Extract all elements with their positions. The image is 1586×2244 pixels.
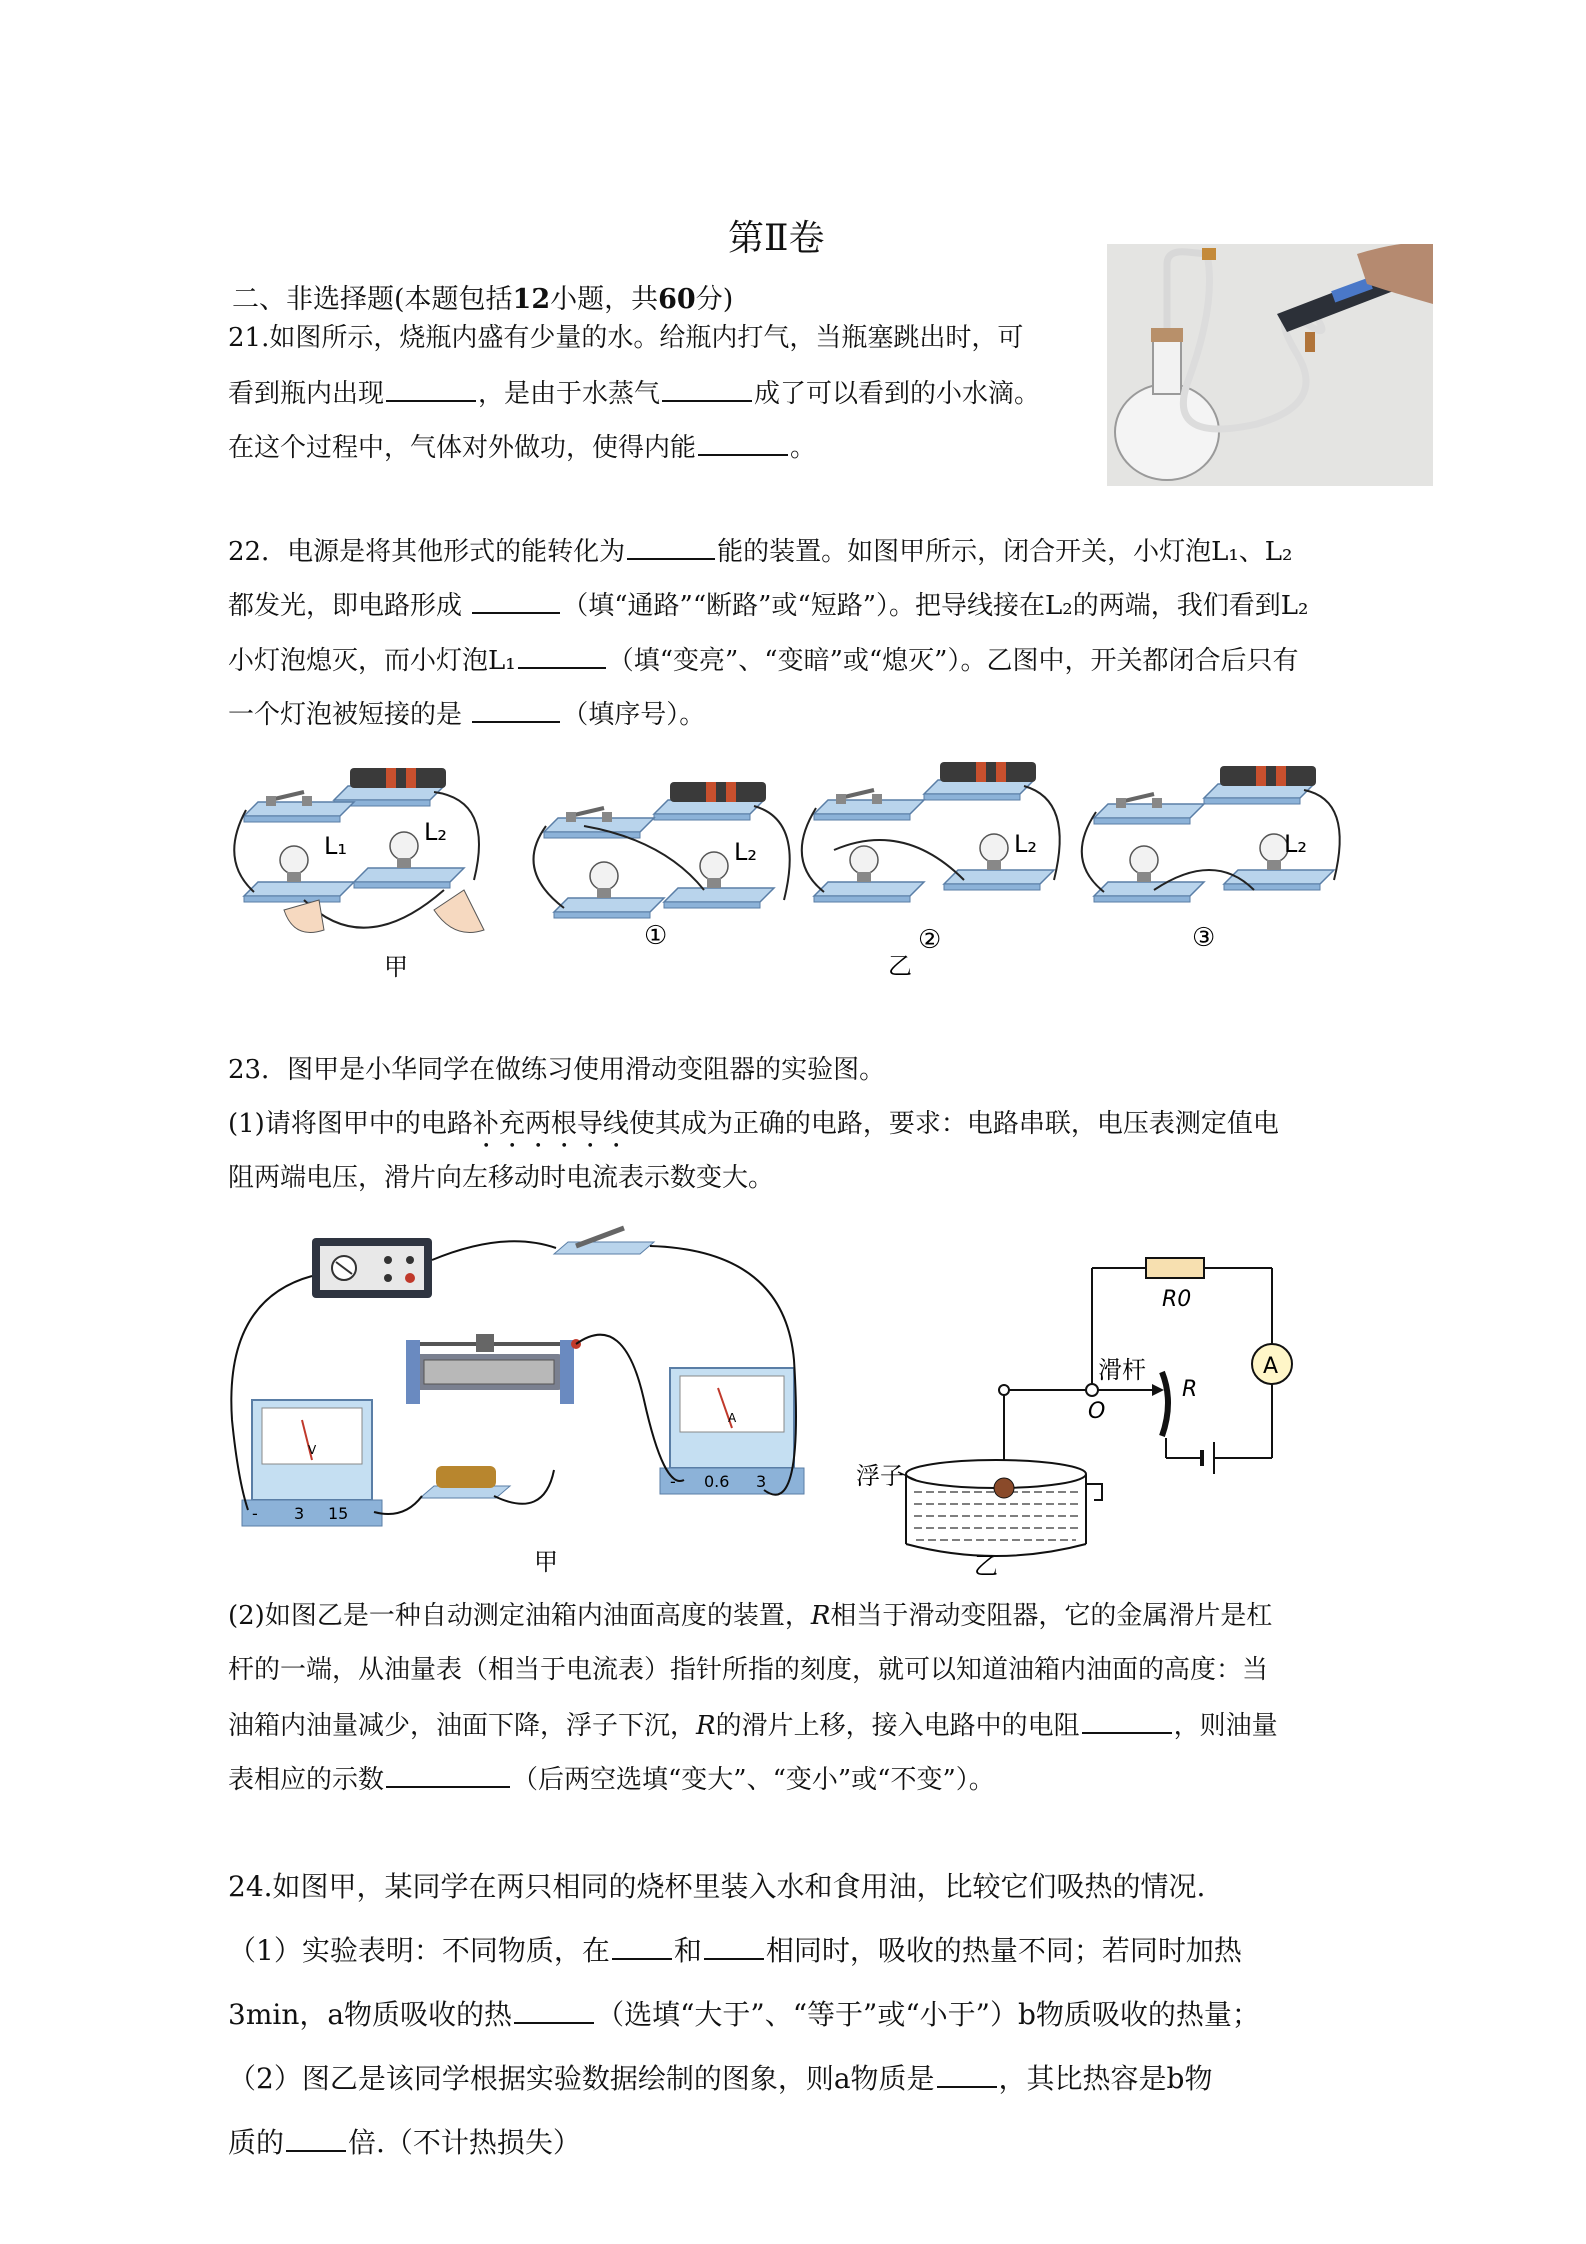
section-heading: 二、非选择题(本题包括12小题，共60分) — [232, 284, 734, 315]
label-L2-3: L₂ — [1284, 830, 1307, 858]
q24-blank-2[interactable] — [704, 1932, 764, 1960]
q24-blank-5[interactable] — [286, 2124, 346, 2152]
q23-p2-line2: 杆的一端，从油量表（相当于电流表）指针所指的刻度，就可以知道油箱内油面的高度：当 — [228, 1655, 1269, 1685]
ammeter-3: 3 — [756, 1472, 767, 1491]
label-jia: 甲 — [384, 953, 408, 980]
label-L2-2: L₂ — [1014, 830, 1037, 858]
q21-line1: 21.如图所示，烧瓶内盛有少量的水。给瓶内打气，当瓶塞跳出时，可 — [228, 323, 1024, 353]
q24-line2: （1）实验表明：不同物质，在 和 相同时，吸收的热量不同；若同时加热 — [228, 1934, 1242, 1967]
R0-label: R0 — [1162, 1287, 1192, 1312]
q23-blank-2[interactable] — [386, 1760, 510, 1788]
q23-p2-line1: (2)如图乙是一种自动测定油箱内油面高度的装置，R相当于滑动变阻器，它的金属滑片是杠 — [228, 1601, 1273, 1631]
q22-line3: 小灯泡熄灭，而小灯泡L₁ （填“变亮”、“变暗”或“熄灭”）。乙图中，开关都闭合后只有 — [228, 641, 1298, 679]
ammeter-minus: - — [670, 1472, 676, 1491]
label-n2: ② — [918, 925, 942, 955]
pivot-O-label: O — [1088, 1399, 1106, 1424]
float-label: 浮子 — [856, 1462, 904, 1490]
voltmeter-symbol: V — [308, 1443, 317, 1457]
q24-line3: 3min，a物质吸收的热 （选填“大于”、“等于”或“小于”）b物质吸收的热量； — [228, 1998, 1260, 2031]
q23-p1-line2: 阻两端电压，滑片向左移动时电流表示数变大。 — [228, 1163, 775, 1193]
q24-blank-3[interactable] — [514, 1996, 594, 2024]
q24-line5: 质的 倍.（不计热损失） — [228, 2126, 581, 2159]
q23-line1: 23．图甲是小华同学在做练习使用滑动变阻器的实验图。 — [228, 1055, 886, 1085]
q23-label-jia: 甲 — [534, 1548, 558, 1576]
q21-blank-2[interactable] — [662, 374, 752, 402]
slider-label: 滑杆 — [1098, 1356, 1146, 1384]
q21-blank-1[interactable] — [386, 374, 476, 402]
q23-p2-line4: 表相应的示数 （后两空选填“变大”、“变小”或“不变”）。 — [228, 1760, 995, 1798]
ammeter-label: A — [1263, 1354, 1279, 1379]
ammeter-symbol: A — [728, 1411, 737, 1425]
label-L2-jia: L₂ — [424, 818, 447, 846]
q24-blank-1[interactable] — [612, 1932, 672, 1960]
q23-blank-1[interactable] — [1082, 1706, 1172, 1734]
q22-blank-3[interactable] — [518, 641, 606, 669]
q22-blank-2[interactable] — [472, 586, 560, 614]
voltmeter-3: 3 — [294, 1504, 305, 1523]
label-n1: ① — [644, 921, 668, 951]
q21-line3: 在这个过程中，气体对外做功，使得内能 。 — [228, 428, 816, 466]
q24-line1: 24.如图甲，某同学在两只相同的烧杯里装入水和食用油，比较它们吸热的情况. — [228, 1870, 1206, 1903]
q22-blank-4[interactable] — [472, 695, 560, 723]
voltmeter-minus: - — [252, 1504, 258, 1523]
q22-line4: 一个灯泡被短接的是 （填序号）。 — [228, 695, 705, 733]
q23-figure-yi — [856, 1252, 1326, 1582]
label-L2-1: L₂ — [734, 838, 757, 866]
q21-line2: 看到瓶内出现 ，是由于水蒸气 成了可以看到的小水滴。 — [228, 374, 1040, 412]
flask-pump-photo — [1107, 244, 1433, 486]
q22-line2: 都发光，即电路形成 （填“通路”“断路”或“短路”）。把导线接在L₂的两端，我们看到L₂ — [228, 586, 1308, 624]
label-n3: ③ — [1192, 923, 1216, 953]
R-label: R — [1182, 1377, 1198, 1402]
page-title: 第Ⅱ卷 — [728, 218, 825, 259]
label-L1: L₁ — [324, 832, 347, 860]
q24-line4: （2）图乙是该同学根据实验数据绘制的图象，则a物质是 ，其比热容是b物 — [228, 2062, 1213, 2095]
q23-p1-line1: (1)请将图甲中的电路补充两根导线使其成为正确的电路，要求：电路串联，电压表测定值电 — [228, 1109, 1279, 1139]
q23-label-yi: 乙 — [974, 1552, 998, 1580]
ammeter-06: 0.6 — [704, 1472, 730, 1491]
q23-p2-line3: 油箱内油量减少，油面下降，浮子下沉，R的滑片上移，接入电路中的电阻 ，则油量 — [228, 1706, 1278, 1744]
label-yi: 乙 — [888, 952, 912, 980]
q24-blank-4[interactable] — [937, 2060, 997, 2088]
voltmeter-15: 15 — [328, 1504, 349, 1523]
q22-blank-1[interactable] — [627, 532, 715, 560]
q22-circuit-figures — [224, 760, 1364, 980]
q23-figure-jia — [224, 1220, 844, 1580]
q22-line1: 22．电源是将其他形式的能转化为 能的装置。如图甲所示，闭合开关，小灯泡L₁、L₂ — [228, 532, 1292, 570]
figure-jia-circuit — [234, 768, 484, 933]
q21-blank-3[interactable] — [698, 428, 788, 456]
